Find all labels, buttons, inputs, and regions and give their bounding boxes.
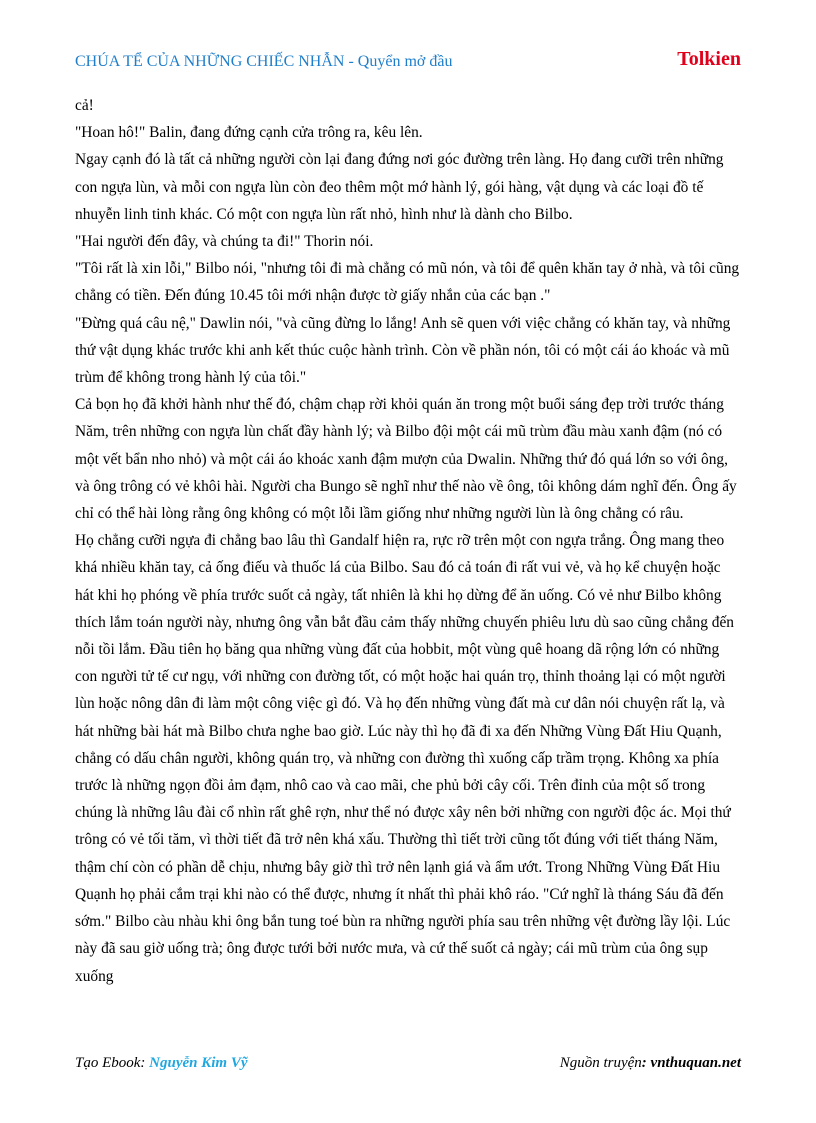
page-body [75,92,741,990]
creator-label: Tạo Ebook [75,1055,141,1071]
page-header [75,48,741,76]
paragraph: "Đừng quá câu nệ," Dawlin nói, "và cũng đừng lo lắng! Anh sẽ quen với việc chẳng có khăn tay, và những thứ vật dụng khác trước khi anh kết thúc cuộc hành trình. Còn về phần nón, tôi có một cái áo khoác và mũ trùm để không trong hành lý của tôi." [75,314,731,387]
paragraph: cả! [75,97,94,114]
source-separator: : [641,1055,651,1071]
paragraph: "Hai người đến đây, và chúng ta đi!" Thorin nói. [75,233,374,251]
paragraph: Ngay cạnh đó là tất cả những người còn lại đang đứng nơi góc đường trên làng. Họ đang cưỡi trên những con ngựa lùn, và mỗi con ngựa lùn còn đeo thêm một mớ hành lý, gói hàng, vật dụng và các loại đồ tế nhuyễn linh tinh khác. Có một con ngựa lùn rất nhỏ, hình như là dành cho Bilbo. [75,151,724,223]
paragraph: "Tôi rất là xin lỗi," Bilbo nói, "nhưng tôi đi mà chẳng có mũ nón, và tôi để quên khăn tay ở nhà, và tôi cũng chẳng có tiền. Đến đúng 10.45 tôi mới nhận được tờ giấy nhắn của các bạn ." [75,260,740,305]
source-label: Nguồn truyện [559,1055,642,1071]
creator-separator: : [140,1055,150,1071]
ebook-credit [75,1055,248,1072]
creator-name: Nguyễn Kim Vỹ [149,1055,248,1071]
source-site: vnthuquan.net [650,1055,741,1071]
paragraph: Cả bọn họ đã khởi hành như thế đó, chậm chạp rời khỏi quán ăn trong một buổi sáng đẹp trời trước tháng Năm, trên những con ngựa lùn chất đầy hành lý; và Bilbo đội một cái mũ trùm đầu màu xanh đậm (nó có một vết bẩn nho nhỏ) và một cái áo khoác xanh đậm mượn của Dwalin. Những thứ đó quá lớn so với ông, và ông trông có vẻ khôi hài. Người cha Bungo sẽ nghĩ như thế nào về ông, tôi không dám nghĩ đến. Ông ấy chỉ có thể hài lòng rằng ông không có một lỗi lầm giống như những người lùn là ông chẳng có râu. [75,396,737,523]
paragraph: "Hoan hô!" Balin, đang đứng cạnh cửa trông ra, kêu lên. [75,124,423,142]
paragraph: Họ chẳng cưỡi ngựa đi chẳng bao lâu thì Gandalf hiện ra, rực rỡ trên một con ngựa trắng. Ông mang theo khá nhiều khăn tay, cả ống điếu và thuốc lá của Bilbo. Sau đó cả toán đi rất vui vẻ, và họ kể chuyện hoặc hát khi họ phóng về phía trước suốt cả ngày, tất nhiên là khi họ dừng để ăn uống. Có vẻ như Bilbo không thích lắm toán người này, nhưng ông vẫn bắt đầu cảm thấy những chuyến phiêu lưu dù sao cũng chẳng đến nỗi tồi lắm. Đầu tiên họ băng qua những vùng đất của hobbit, một vùng quê hoang dã rộng lớn có những con người tử tế cư ngụ, với những con đường tốt, có một hoặc hai quán trọ, thỉnh thoảng lại có một người lùn hoặc nông dân đi làm một công việc gì đó. Và họ đến những vùng đất mà cư dân nói chuyện rất lạ, và hát những bài hát mà Bilbo chưa nghe bao giờ. Lúc này thì họ đã đi xa đến Những Vùng Đất Hiu Quạnh, chẳng có dấu chân người, không quán trọ, và những con đường thì xuống cấp trầm trọng. Không xa phía trước là những ngọn đồi ảm đạm, nhô cao và cao mãi, che phủ bởi cây cối. Trên đỉnh của một số trong chúng là những lâu đài cổ nhìn rất ghê rợn, như thể nó được xây nên bởi những con người độc ác. Mọi thứ trông có vẻ tối tăm, vì thời tiết đã trở nên khá xấu. Thường thì tiết trời cũng tốt đúng với tiết tháng Năm, thậm chí còn có phần dễ chịu, nhưng bây giờ thì trở nên lạnh giá và ẩm ướt. Trong Những Vùng Đất Hiu Quạnh họ phải cắm trại khi nào có thể được, nhưng ít nhất thì phải khô ráo. "Cứ nghĩ là tháng Sáu đã đến sớm." Bilbo càu nhàu khi ông bắn tung toé bùn ra những người phía sau trên những vệt đường lầy lội. Lúc này đã sau giờ uống trà; ông được tưới bởi nước mưa, và cứ thế suốt cả ngày; cái mũ trùm của ông sụp xuống [75,532,734,985]
source-credit [560,1055,741,1072]
book-title: CHÚA TỂ CỦA NHỮNG CHIẾC NHẪN - Quyển mở đầu [75,53,453,70]
author-name: Tolkien [677,48,741,70]
